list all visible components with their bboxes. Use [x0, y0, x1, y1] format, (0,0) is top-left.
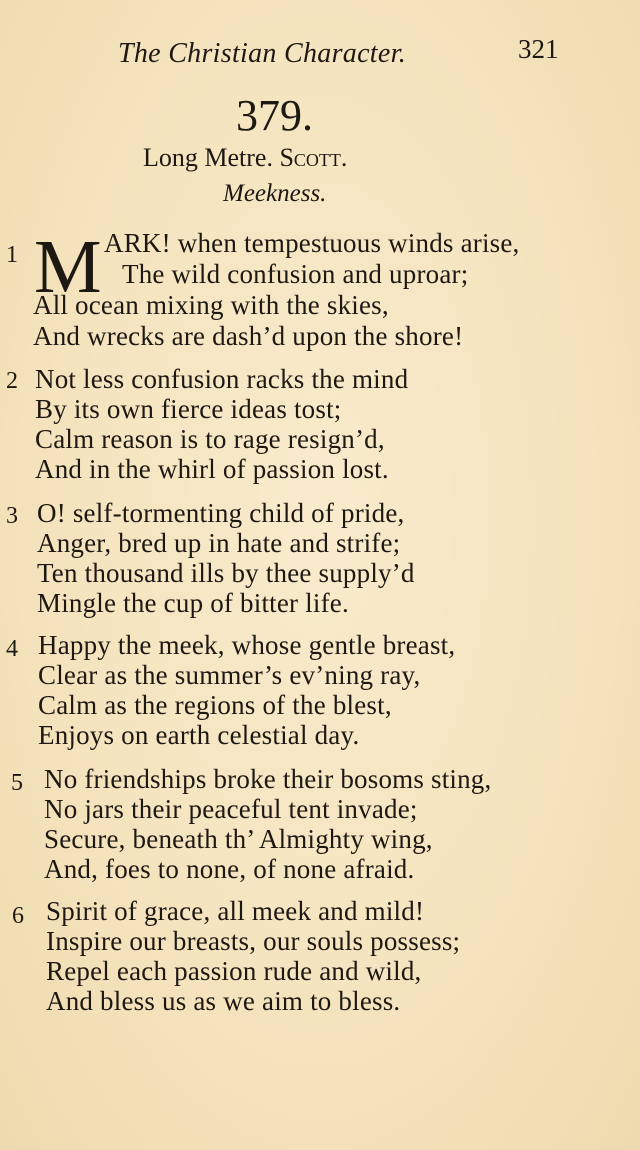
verse-line: Inspire our breasts, our souls possess; — [46, 926, 461, 956]
verse-line: Repel each passion rude and wild, — [46, 956, 422, 986]
stanza-number: 6 — [12, 903, 24, 929]
verse-line: Mingle the cup of bitter life. — [37, 588, 349, 618]
hymn-subject: Meekness. — [223, 180, 327, 207]
verse-line: And bless us as we aim to bless. — [46, 986, 401, 1016]
verse-line: And, foes to none, of none afraid. — [44, 854, 415, 884]
verse-line: Not less confusion racks the mind — [35, 364, 409, 394]
verse-line: Calm reason is to rage resign’d, — [35, 424, 385, 454]
hymn-metre-line — [143, 143, 347, 173]
verse-line: Calm as the regions of the blest, — [38, 690, 392, 720]
hymn-number: 379. — [236, 91, 313, 140]
verse-line: Clear as the summer’s ev’ning ray, — [38, 660, 421, 690]
stanza-number: 1 — [6, 242, 18, 268]
verse-line: Ten thousand ills by thee supply’d — [37, 558, 415, 588]
verse-line: ARK! when tempestuous winds arise, — [104, 228, 520, 258]
stanza-number: 5 — [11, 770, 23, 796]
verse-line: Spirit of grace, all meek and mild! — [46, 896, 425, 926]
verse-line: No jars their peaceful tent invade; — [44, 794, 418, 824]
verse-line: All ocean mixing with the skies, — [33, 290, 389, 320]
verse-line: And in the whirl of passion lost. — [35, 454, 389, 484]
verse-line: O! self-tormenting child of pride, — [37, 498, 405, 528]
verse-line: Anger, bred up in hate and strife; — [37, 528, 401, 558]
drop-cap: M — [34, 225, 102, 309]
verse-line: Happy the meek, whose gentle breast, — [38, 630, 456, 660]
verse-line: And wrecks are dash’d upon the shore! — [33, 321, 464, 351]
stanza-number: 3 — [6, 503, 18, 529]
stanza-number: 2 — [6, 368, 18, 394]
stanza-number: 4 — [6, 636, 18, 662]
hymn-metre: Long Metre. — [143, 143, 273, 172]
verse-line: By its own fierce ideas tost; — [35, 394, 342, 424]
hymn-author: Scott. — [279, 143, 348, 172]
verse-line: Enjoys on earth celestial day. — [38, 720, 360, 750]
page-number: 321 — [518, 34, 559, 64]
running-title: The Christian Character. — [118, 38, 407, 69]
verse-line: No friendships broke their bosoms sting, — [44, 764, 492, 794]
verse-line: Secure, beneath th’ Almighty wing, — [44, 824, 433, 854]
verse-line: The wild confusion and uproar; — [122, 259, 469, 289]
